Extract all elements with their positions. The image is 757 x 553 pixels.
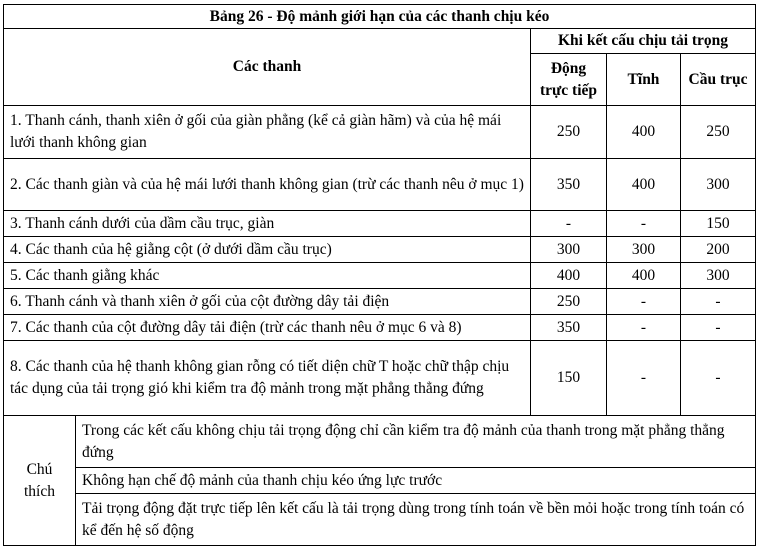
static-value: 400 [607, 106, 681, 159]
dynamic-value: - [531, 211, 607, 237]
dynamic-value: 350 [531, 159, 607, 211]
table-row [4, 106, 756, 159]
table-row [4, 315, 756, 341]
row-label: 5. Các thanh giằng khác [4, 263, 531, 289]
dynamic-value: 350 [531, 315, 607, 341]
crane-value: 300 [681, 263, 756, 289]
table-row [4, 237, 756, 263]
table-title: Bảng 26 - Độ mảnh giới hạn của các thanh chịu kéo [4, 5, 756, 29]
row-label: 7. Các thanh của cột đường dây tải điện (trừ các thanh nêu ở mục 6 và 8) [4, 315, 531, 341]
crane-value: 300 [681, 159, 756, 211]
static-value: 400 [607, 263, 681, 289]
crane-value: 250 [681, 106, 756, 159]
row-label: 4. Các thanh của hệ giằng cột (ở dưới dầm cầu trục) [4, 237, 531, 263]
crane-value: - [681, 341, 756, 416]
crane-header: Cầu trục [681, 54, 756, 106]
note-item: Tải trọng động đặt trực tiếp lên kết cấu là tải trọng dùng trong tính toán về bền mỏi hoặc trong tính toán có kể đến hệ số động [76, 494, 756, 546]
static-header: Tĩnh [607, 54, 681, 106]
dynamic-direct-header: Động trực tiếp [531, 54, 607, 106]
dynamic-value: 400 [531, 263, 607, 289]
crane-value: 150 [681, 211, 756, 237]
table-row [4, 289, 756, 315]
dynamic-value: 250 [531, 289, 607, 315]
dynamic-value: 300 [531, 237, 607, 263]
slenderness-limit-table [3, 4, 756, 546]
static-value: - [607, 211, 681, 237]
note-item: Không hạn chế độ mảnh của thanh chịu kéo ứng lực trước [76, 468, 756, 494]
row-label: 2. Các thanh giàn và của hệ mái lưới thanh không gian (trừ các thanh nêu ở mục 1) [4, 159, 531, 211]
row-label: 8. Các thanh của hệ thanh không gian rỗng có tiết diện chữ T hoặc chữ thập chịu tác dụng của tải trọng gió khi kiểm tra độ mảnh trong mặt phẳng thẳng đứng [4, 341, 531, 416]
note-item: Trong các kết cấu không chịu tải trọng động chỉ cần kiểm tra độ mảnh của thanh trong mặt phẳng thẳng đứng [76, 416, 756, 468]
load-condition-header: Khi kết cấu chịu tải trọng [531, 29, 756, 54]
dynamic-value: 150 [531, 341, 607, 416]
static-value: - [607, 341, 681, 416]
table-row [4, 211, 756, 237]
static-value: - [607, 315, 681, 341]
crane-value: 200 [681, 237, 756, 263]
static-value: 400 [607, 159, 681, 211]
row-label: 3. Thanh cánh dưới của dầm cầu trục, giàn [4, 211, 531, 237]
crane-value: - [681, 315, 756, 341]
dynamic-value: 250 [531, 106, 607, 159]
table-row [4, 159, 756, 211]
table-row [4, 341, 756, 416]
row-label: 6. Thanh cánh và thanh xiên ở gối của cột đường dây tải điện [4, 289, 531, 315]
static-value: - [607, 289, 681, 315]
notes-label: Chú thích [4, 416, 76, 546]
crane-value: - [681, 289, 756, 315]
row-label: 1. Thanh cánh, thanh xiên ở gối của giàn phẳng (kể cả giàn hãm) và của hệ mái lưới thanh không gian [4, 106, 531, 159]
static-value: 300 [607, 237, 681, 263]
table-row [4, 263, 756, 289]
members-header: Các thanh [4, 29, 531, 106]
